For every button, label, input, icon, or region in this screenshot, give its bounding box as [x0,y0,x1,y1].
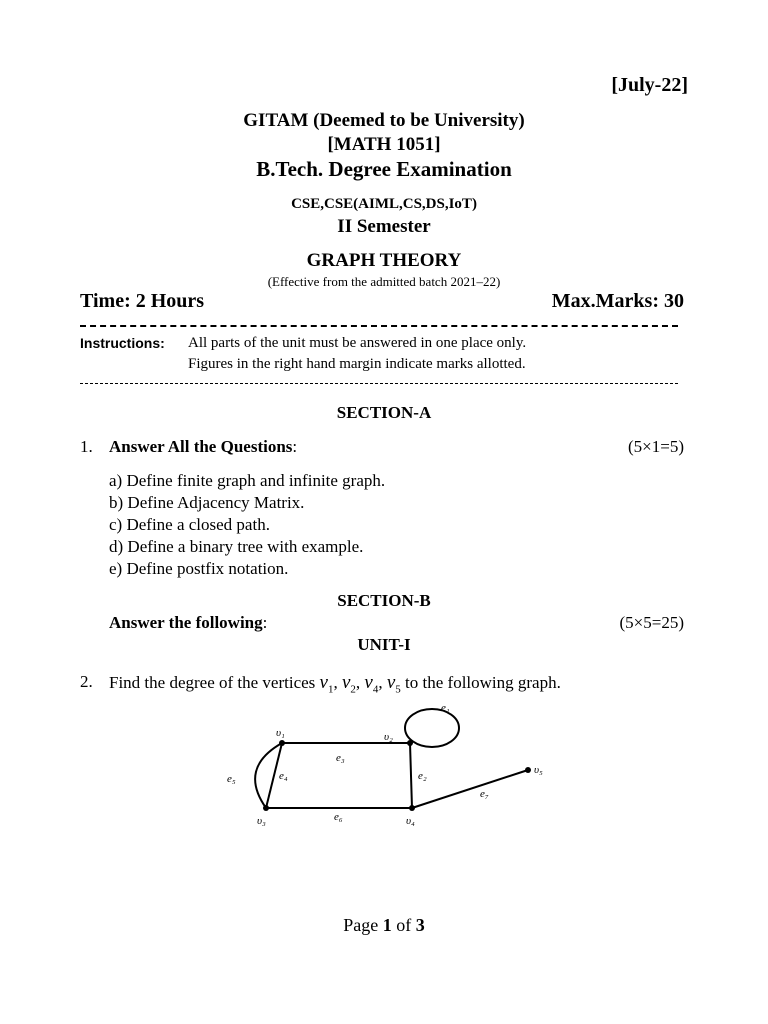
sub-question: e) Define postfix notation. [109,559,289,578]
page-of: of [391,915,416,935]
page-number [0,915,768,936]
vertex-v1 [279,740,285,746]
answer-following: Answer the following [109,613,263,632]
exam-date: [July-22] [611,74,688,96]
vertex-subscript: 5 [395,683,401,696]
vertex-label: υ₂ [384,731,393,743]
edge-label: e₅ [227,773,236,785]
sub-question: c) Define a closed path. [109,515,270,534]
question-text-start: Find the degree of the vertices [109,673,320,692]
sub-question: a) Define finite graph and infinite graph. [109,471,386,490]
effective-note: (Effective from the admitted batch 2021–22) [267,274,501,289]
graph-figure [210,696,570,831]
section-b-marks: (5×5=25) [619,613,684,632]
question-text: Find the degree of the vertices $v_1$, $v_2$, $v_4$, $v_5$ to the following graph. [109,672,561,696]
vertex-symbol: v [364,672,373,693]
question-marks: (5×1=5) [628,437,684,456]
divider-bottom [80,383,678,384]
edge-e7 [412,770,528,808]
instructions-label: Instructions: [80,335,165,351]
edge-label: e₄ [279,770,288,782]
instruction-line: All parts of the unit must be answered in one place only. [188,335,527,351]
edge-e2 [410,743,412,808]
vertex-v2 [407,740,413,746]
university-name: GITAM (Deemed to be University) [243,110,525,131]
divider-top [80,325,678,327]
page-prefix: Page [343,915,383,935]
vertex-label: υ₁ [276,727,285,739]
edge-label: e₆ [334,811,343,823]
vertex-label: υ₄ [406,815,415,827]
edge-label: e₃ [336,752,345,764]
instruction-line: Figures in the right hand margin indicate marks allotted. [188,356,526,372]
section-b-instruction [109,613,267,633]
exam-time: Time: 2 Hours [80,290,205,312]
edge-e1-loop [405,709,459,747]
edge-label: e₇ [480,788,489,800]
exam-title: B.Tech. Degree Examination [256,157,512,181]
subject-title: GRAPH THEORY [306,250,462,271]
vertex-v5 [525,767,531,773]
unit-title: UNIT-I [357,635,411,654]
question-instruction: Answer All the Questions [109,437,293,456]
vertex-subscript: 4 [372,683,379,696]
vertex-subscript: 2 [350,683,356,696]
course-code: [MATH 1051] [327,134,441,155]
colon: : [262,613,268,632]
edge-label: e₁ [441,702,450,714]
vertex-subscript: 1 [327,683,334,696]
question-number: 1. [80,437,93,456]
vertex-v4 [409,805,415,811]
vertex-label: υ₃ [257,815,266,827]
vertex-symbol: v [386,672,396,693]
question-text-end: to the following graph. [400,673,561,692]
question-text [109,437,297,457]
vertex-label: υ₅ [534,764,543,776]
vertex-symbol: v [341,672,351,693]
sub-question: b) Define Adjacency Matrix. [109,493,305,512]
sub-question: d) Define a binary tree with example. [109,537,364,556]
page-current: 1 [382,915,392,935]
colon: : [292,437,298,456]
vertex-symbol: v [319,672,328,693]
section-b-title: SECTION-B [337,591,431,610]
max-marks: Max.Marks: 30 [551,290,684,312]
branches: CSE,CSE(AIML,CS,DS,IoT) [291,196,477,212]
question-number: 2. [80,672,93,691]
semester: II Semester [337,216,431,237]
section-a-title: SECTION-A [336,403,432,422]
page-total: 3 [415,915,425,935]
vertex-v3 [263,805,269,811]
edge-label: e₂ [418,770,427,782]
